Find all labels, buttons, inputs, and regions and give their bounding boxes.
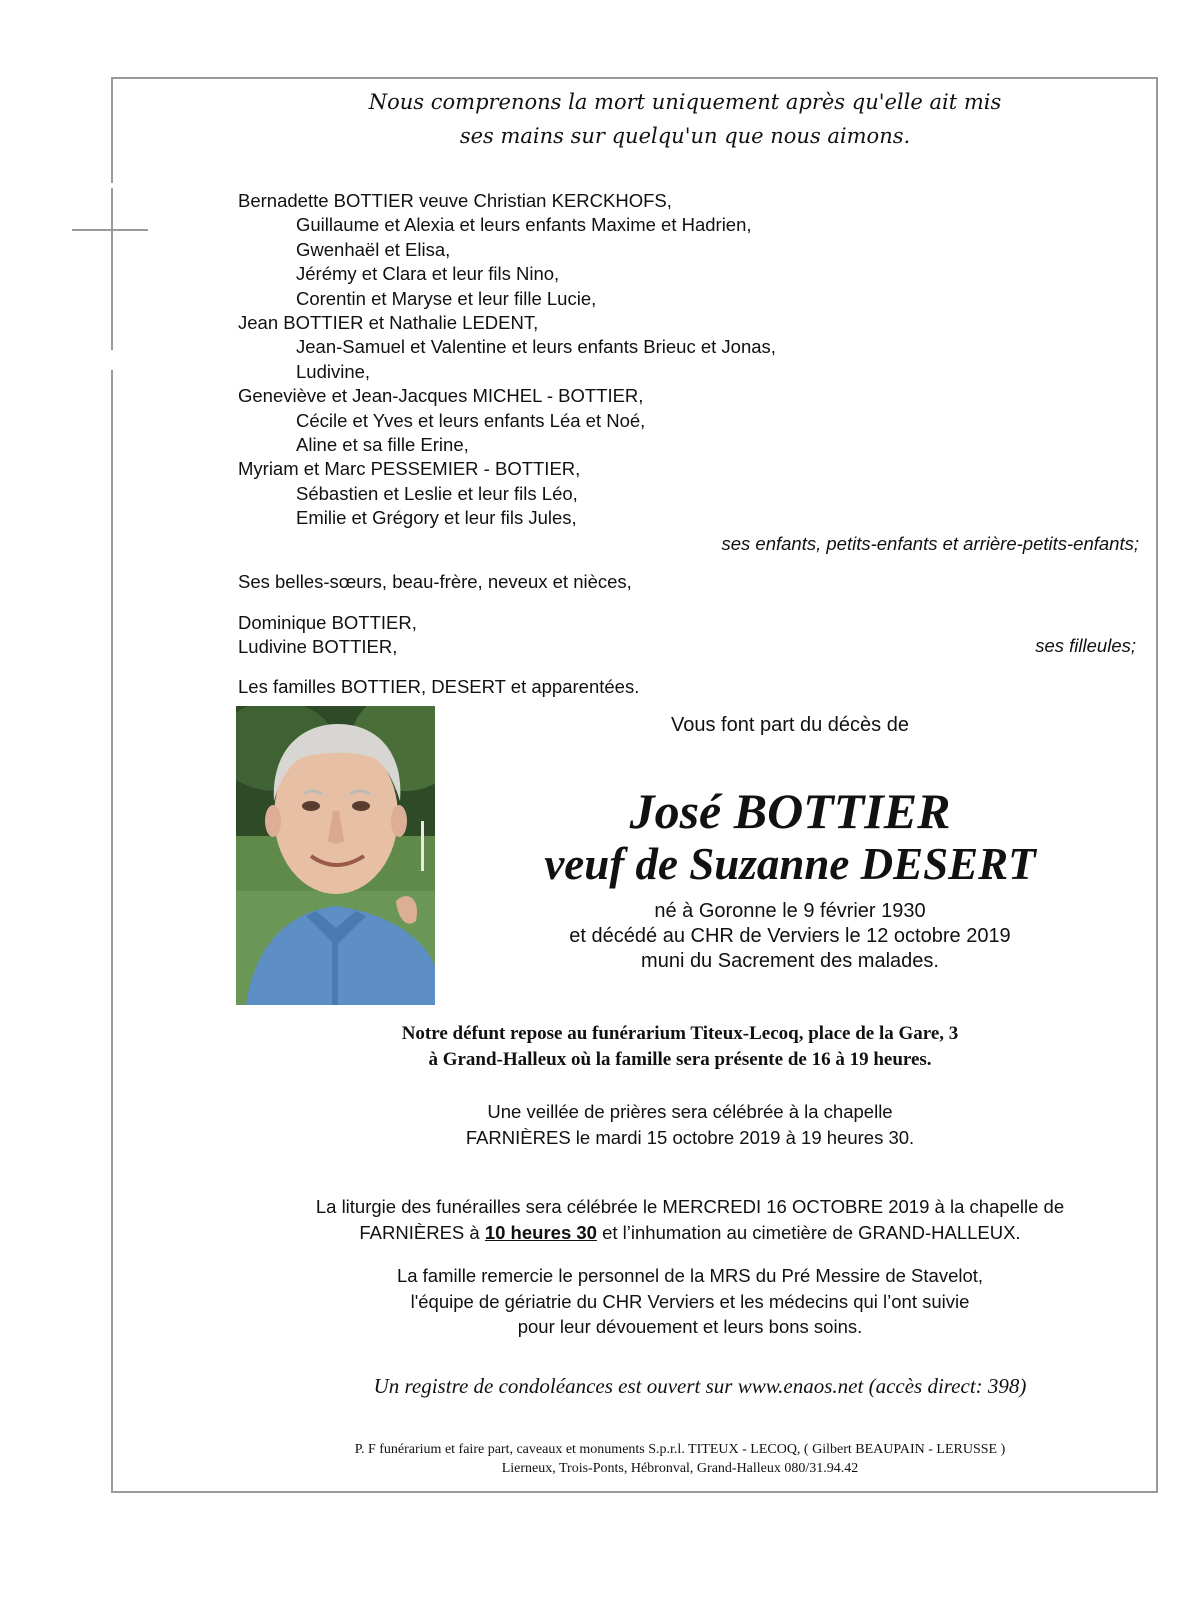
family-member-line: Emilie et Grégory et leur fils Jules,: [296, 507, 577, 529]
repose-line-1: Notre défunt repose au funérarium Titeux-Lecoq, place de la Gare, 3: [401, 1023, 959, 1044]
funeral-notice: [200, 1194, 1180, 1245]
family-member-line: Jean BOTTIER et Nathalie LEDENT,: [238, 312, 539, 334]
vigil-line-2: FARNIÈRES le mardi 15 octobre 2019 à 19 heures 30.: [465, 1126, 915, 1148]
children-caption: ses enfants, petits-enfants et arrière-petits-enfants;: [721, 533, 1139, 554]
family-member-line: Gwenhaël et Elisa,: [296, 238, 451, 260]
family-member-line: Jérémy et Clara et leur fils Nino,: [296, 263, 560, 285]
vigil-line-1: Une veillée de prières sera célébrée à la chapelle: [487, 1101, 893, 1122]
widower-of: veuf de Suzanne DESERT: [544, 839, 1036, 889]
family-member-line: Corentin et Maryse et leur fille Lucie,: [296, 287, 597, 309]
family-member-line: Bernadette BOTTIER veuve Christian KERCKHOFS,: [238, 190, 672, 211]
epigraph-line-1: Nous comprenons la mort uniquement après qu'elle ait mis: [368, 90, 1002, 114]
cross-vertical-bar: [111, 188, 113, 350]
footer-line-1: P. F funérarium et faire part, caveaux et monuments S.p.r.l. TITEUX - LECOQ, ( Gilbert BEAUPAIN - LERUSSE ): [354, 1442, 1006, 1457]
frame-right-border: [1156, 77, 1158, 1493]
family-list: [238, 189, 776, 531]
footer-line-2: Lierneux, Trois-Ponts, Hébronval, Grand-Halleux 080/31.94.42: [501, 1461, 859, 1476]
sacrament-line: muni du Sacrement des malades.: [641, 950, 939, 972]
funeral-home-footer: [200, 1440, 1160, 1478]
thanks-line-3: pour leur dévouement et leurs bons soins.: [517, 1316, 863, 1337]
thanks-line-1: La famille remercie le personnel de la MRS du Pré Messire de Stavelot,: [396, 1265, 984, 1286]
frame-left-border: [111, 77, 113, 183]
cross-horizontal-bar: [72, 229, 148, 231]
life-dates: [440, 899, 1140, 974]
family-member-line: Geneviève et Jean-Jacques MICHEL - BOTTIER,: [238, 385, 644, 407]
in-laws-line: Ses belles-sœurs, beau-frère, neveux et nièces,: [238, 571, 632, 592]
repose-notice: [200, 1021, 1160, 1073]
family-member-line: Sébastien et Leslie et leur fils Léo,: [296, 482, 578, 504]
thanks-notice: [260, 1263, 1120, 1340]
goddaughters-caption: ses filleules;: [1035, 635, 1136, 656]
frame-left-border-lower: [111, 370, 113, 1493]
goddaughter-2: Ludivine BOTTIER,: [238, 636, 398, 657]
family-member-line: Cécile et Yves et leurs enfants Léa et Noé,: [296, 409, 646, 431]
vigil-notice: [260, 1099, 1120, 1150]
family-member-line: Guillaume et Alexia et leurs enfants Maxime et Hadrien,: [296, 214, 752, 236]
family-member-line: Ludivine,: [296, 360, 371, 382]
funeral-line-1: La liturgie des funérailles sera célébrée le MERCREDI 16 OCTOBRE 2019 à la chapelle de: [315, 1196, 1065, 1217]
thanks-line-2: l'équipe de gériatrie du CHR Verviers et les médecins qui l’ont suivie: [410, 1290, 970, 1312]
goddaughter-1: Dominique BOTTIER,: [238, 612, 417, 633]
family-member-line: Myriam et Marc PESSEMIER - BOTTIER,: [238, 458, 581, 480]
announcement-intro: Vous font part du décès de: [671, 714, 909, 736]
funeral-line-2-end: et l’inhumation au cimetière de GRAND-HALLEUX.: [596, 1221, 1021, 1243]
repose-line-2: à Grand-Halleux où la famille sera présente de 16 à 19 heures.: [428, 1049, 932, 1070]
death-line: et décédé au CHR de Verviers le 12 octobre 2019: [569, 925, 1011, 947]
epigraph-line-2: ses mains sur quelqu'un que nous aimons.: [459, 124, 911, 148]
funeral-line-2: [200, 1220, 1180, 1246]
deceased-name: José BOTTIER: [629, 783, 951, 839]
frame-top-border: [111, 77, 1158, 79]
funeral-line-2-start: FARNIÈRES à: [359, 1221, 485, 1243]
funeral-time: 10 heures 30: [484, 1221, 597, 1243]
family-member-line: Jean-Samuel et Valentine et leurs enfants Brieuc et Jonas,: [296, 336, 776, 358]
condolence-registry: Un registre de condoléances est ouvert sur www.enaos.net (accès direct: 398): [373, 1374, 1027, 1398]
families-line: Les familles BOTTIER, DESERT et apparentées.: [238, 676, 640, 697]
family-member-line: Aline et sa fille Erine,: [296, 434, 469, 456]
deceased-portrait-photo: [236, 706, 435, 1005]
frame-bottom-border: [111, 1491, 1158, 1493]
birth-line: né à Goronne le 9 février 1930: [654, 900, 926, 922]
